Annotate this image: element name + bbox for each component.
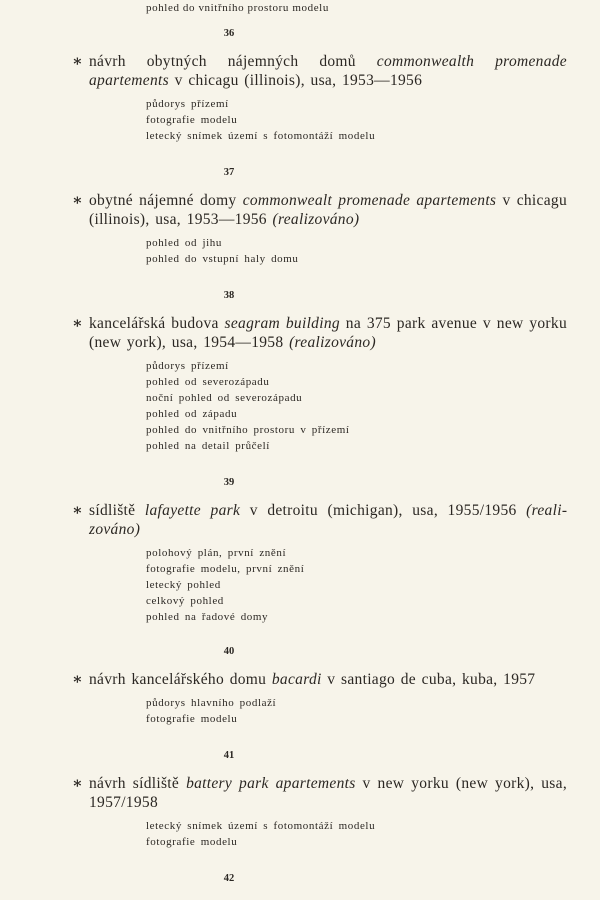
- entry-title-text: obytné nájemné domy: [89, 191, 243, 209]
- entry-title: [72, 645, 567, 689]
- bullet-asterisk-icon: ∗: [72, 314, 84, 332]
- catalogue-entry: [0, 27, 600, 144]
- entry-illustration-list: [146, 818, 600, 850]
- entry-title-text: v new yorku (new york), usa, 1957/1958: [89, 774, 567, 811]
- entry-title-italic: lafayette park: [144, 501, 241, 519]
- catalogue-entry: [0, 166, 600, 267]
- catalogue-entry: [0, 645, 600, 727]
- list-item: půdorys hlavního podlaží: [146, 697, 277, 709]
- entry-title-text: návrh kancelářského domu: [89, 670, 272, 688]
- list-item: fotografie modelu, první znění: [146, 563, 305, 575]
- entry-title-italic: commonwealth promenade apartements: [89, 52, 567, 89]
- list-item: fotografie modelu: [146, 836, 238, 848]
- list-item: půdorys přízemí: [146, 98, 229, 110]
- entry-title: [72, 289, 567, 352]
- list-item: pohled od západu: [146, 408, 238, 420]
- entry-title: [72, 749, 567, 812]
- entry-title: [72, 27, 567, 90]
- entry-title-text: kancelářská budova: [89, 314, 225, 332]
- entry-illustration-list: [146, 695, 600, 727]
- list-item: pohled od severozápadu: [146, 376, 270, 388]
- list-item: letecký snímek území s fotomontáží modelu: [146, 820, 376, 832]
- entry-title-text: v chicagu (illinois), usa, 1953—1956: [168, 71, 423, 89]
- list-item: letecký pohled: [146, 579, 221, 591]
- list-item: pohled do vnitřního prostoru v přízemí: [146, 424, 350, 436]
- bullet-asterisk-icon: ∗: [72, 501, 84, 519]
- list-item: letecký snímek území s fotomontáží modelu: [146, 130, 376, 142]
- entry-title-italic: (realizováno): [89, 501, 567, 538]
- entry-title-text: návrh obytných nájemných domů: [89, 52, 377, 70]
- entry-number: 36: [223, 28, 235, 39]
- catalogue-entry: [0, 289, 600, 454]
- entry-illustration-list: [146, 545, 600, 625]
- entry-title-text: v chicagu (illinois), usa, 1953—1956: [89, 191, 567, 228]
- entry-title-text: v santiago de cuba, kuba, 1957: [321, 670, 536, 688]
- entry-number: 41: [223, 750, 235, 761]
- list-item: fotografie modelu: [146, 713, 238, 725]
- list-item: půdorys přízemí: [146, 360, 229, 372]
- catalogue-entry: [0, 749, 600, 850]
- entry-number: 37: [223, 167, 235, 178]
- entry-illustration-list: [146, 358, 600, 454]
- entry-title-italic: battery park apartements: [186, 774, 356, 792]
- entry-title: [72, 476, 567, 539]
- entry-title: [72, 166, 567, 229]
- entry-number: 38: [223, 290, 235, 301]
- bullet-asterisk-icon: ∗: [72, 191, 84, 209]
- entry-title-italic: commonwealt promenade apartements: [242, 191, 497, 209]
- entry-number: 42: [223, 873, 235, 884]
- entry-title-italic: (realizováno): [289, 333, 376, 351]
- entry-title-italic: (realizováno): [272, 210, 360, 228]
- bullet-asterisk-icon: ∗: [72, 774, 84, 792]
- entry-number: 39: [223, 477, 235, 488]
- entry-illustration-list: [146, 235, 600, 267]
- entry-title-italic: bacardi: [271, 670, 322, 688]
- clipped-list-item: pohled do vnitřního prostoru modelu: [146, 2, 329, 14]
- list-item: pohled na řadové domy: [146, 611, 269, 623]
- list-item: celkový pohled: [146, 595, 224, 607]
- bullet-asterisk-icon: ∗: [72, 670, 84, 688]
- entry-title-text: na 375 park avenue v new yorku (new york), usa, 1954—1958: [89, 314, 567, 351]
- list-item: pohled na detail průčelí: [146, 440, 270, 452]
- list-item: noční pohled od severozápadu: [146, 392, 303, 404]
- entry-title-text: v detroitu (michigan), usa, 1955/1956: [240, 501, 527, 519]
- entry-title-italic: seagram building: [224, 314, 340, 332]
- entry-illustration-list: [146, 96, 600, 144]
- catalogue-entry: [0, 476, 600, 625]
- list-item: pohled do vstupní haly domu: [146, 253, 299, 265]
- list-item: polohový plán, první znění: [146, 547, 287, 559]
- entry-title-text: sídliště: [89, 501, 145, 519]
- entry-number: 40: [223, 646, 235, 657]
- bullet-asterisk-icon: ∗: [72, 52, 84, 70]
- entry-title-text: návrh sídliště: [89, 774, 187, 792]
- list-item: pohled od jihu: [146, 237, 222, 249]
- list-item: fotografie modelu: [146, 114, 238, 126]
